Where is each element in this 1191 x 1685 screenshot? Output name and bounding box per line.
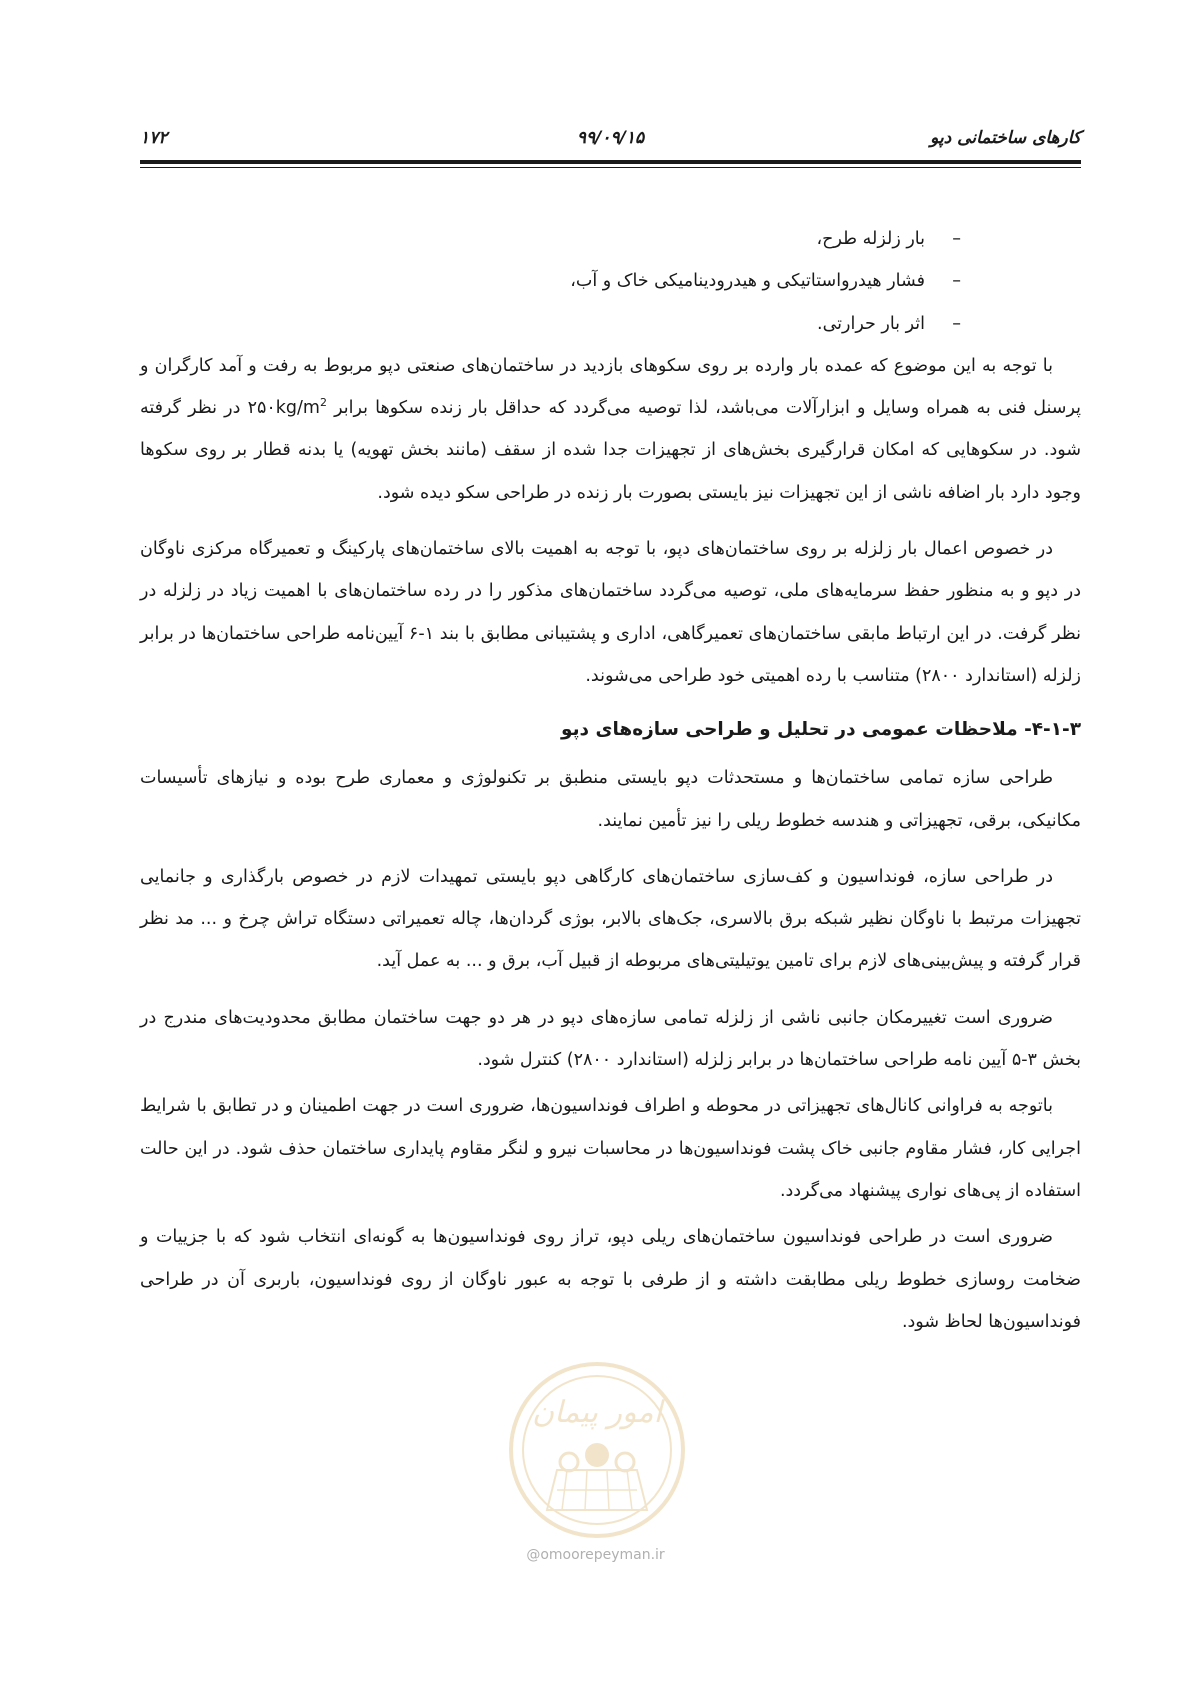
document-body [140,218,1081,1357]
watermark-logo [507,1360,687,1540]
paragraph-text: در نظر گرفته شود. در سکوهایی که امکان قرارگیری بخش‌های از تجهیزات جدا شده از سقف (مانند بخش تهویه) یا بدنه قطار بر روی سکوها وجود دارد بار اضافه ناشی از این تجهیزات نیز بایستی بصورت بار زنده در طراحی سکو دیده شود. [140,398,1081,503]
paragraph-live-load [140,345,1081,514]
header-title: کارهای ساختمانی دپو [930,128,1081,148]
paragraph-foundation-design: در طراحی سازه، فونداسیون و کف‌سازی ساختمان‌های کارگاهی دپو بایستی تمهیدات لازم در خصوص بارگذاری و جانمایی تجهیزات مرتبط با ناوگان نظیر شبکه برق بالاسری، جک‌های بالابر، بوژی گردان‌ها، چاله تعمیراتی دستگاه تراش چرخ و ... مد نظر قرار گرفته و پیش‌بینی‌های لازم برای تامین یوتیلیتی‌های مربوطه از قبیل آب، برق و ... به عمل آید. [140,866,1081,972]
paragraph-seismic-load: در خصوص اعمال بار زلزله بر روی ساختمان‌های دپو، با توجه به اهمیت بالای ساختمان‌های پارکینگ و تعمیرگاه مرکزی ناوگان در دپو و به منظور حفظ سرمایه‌های ملی، توصیه می‌گردد ساختمان‌های مذکور را در رده ساختمان‌های با اهمیت زیاد در زلزله در نظر گرفت. در این ارتباط مابقی ساختمان‌های تعمیرگاهی، اداری و پشتیبانی مطابق با بند ۱-۶ آیین‌نامه طراحی ساختمان‌ها در برابر زلزله (استاندارد ۲۸۰۰) متناسب با رده اهمیتی خود طراحی می‌شوند. [140,539,1081,686]
bullet-text: بار زلزله طرح، [816,229,925,249]
unit-value: ۲۵۰kg/m [247,398,320,419]
header-date: ۹۹/۰۹/۱۵ [576,128,645,148]
page-header [140,128,1081,152]
watermark-logo-text: امور پیمان [532,1395,662,1430]
header-rule-thin [140,167,1081,168]
bullet-dash: – [952,229,961,249]
section-heading: ۴-۱-۳- ملاحظات عمومی در تحلیل و طراحی سازه‌های دپو [561,719,1081,741]
page-number: ۱۷۲ [140,128,168,148]
bullet-text: اثر بار حرارتی. [817,313,925,334]
watermark-site: @omoorepeyman.ir [526,1547,665,1563]
bullet-dash: – [952,313,961,334]
paragraph-structure-design: طراحی سازه تمامی ساختمان‌ها و مستحدثات دپو بایستی منطبق بر تکنولوژی و معماری طرح بوده و نیازهای تأسیسات مکانیکی، برقی، تجهیزاتی و هندسه خطوط ریلی را نیز تأمین نمایند. [140,768,1081,831]
bullet-dash: – [952,271,961,292]
load-unit [248,398,327,418]
paragraph-text: با توجه به این موضوع که عمده بار وارده بر روی سکوهای بازدید در ساختمان‌های صنعتی دپو مربوط به رفت و آمد کارگران و پرسنل فنی به همراه وسایل و ابزارآلات می‌باشد، لذا توصیه می‌گردد که حداقل بار زنده سکوها برابر [140,355,1081,419]
bullet-text: فشار هیدرواستاتیکی و هیدرودینامیکی خاک و آب، [570,271,925,292]
paragraph-lateral-drift: ضروری است تغییرمکان جانبی ناشی از زلزله تمامی سازه‌های دپو در هر دو جهت ساختمان مطابق محدودیت‌های مندرج در بخش ۳-۵ آیین نامه طراحی ساختمان‌ها در برابر زلزله (استاندارد ۲۸۰۰) کنترل شود. [140,1007,1081,1071]
list-item [140,303,1081,345]
bullet-list [140,218,1081,345]
unit-exponent: 2 [319,396,327,410]
list-item [140,218,1081,260]
list-item [140,260,1081,302]
header-rule-thick [140,160,1081,164]
paragraph-soil-pressure: باتوجه به فراوانی کانال‌های تجهیزاتی در محوطه و اطراف فونداسیون‌ها، ضروری است در جهت اطمینان و در تطابق با شرایط اجرایی کار، فشار مقاوم جانبی خاک پشت فونداسیون‌ها در محاسبات نیرو و لنگر مقاوم پایداری ساختمان حذف شود. در این حالت استفاده از پی‌های نواری پیشنهاد می‌گردد. [140,1096,1081,1201]
paragraph-foundation-level: ضروری است در طراحی فونداسیون ساختمان‌های ریلی دپو، تراز روی فونداسیون‌ها به گونه‌ای انتخاب شود که با جزییات و ضخامت روسازی خطوط ریلی مطابقت داشته و از طرفی با توجه به عبور ناوگان از روی فونداسیون، باربری آن در طراحی فونداسیون‌ها لحاظ شود. [140,1227,1081,1332]
